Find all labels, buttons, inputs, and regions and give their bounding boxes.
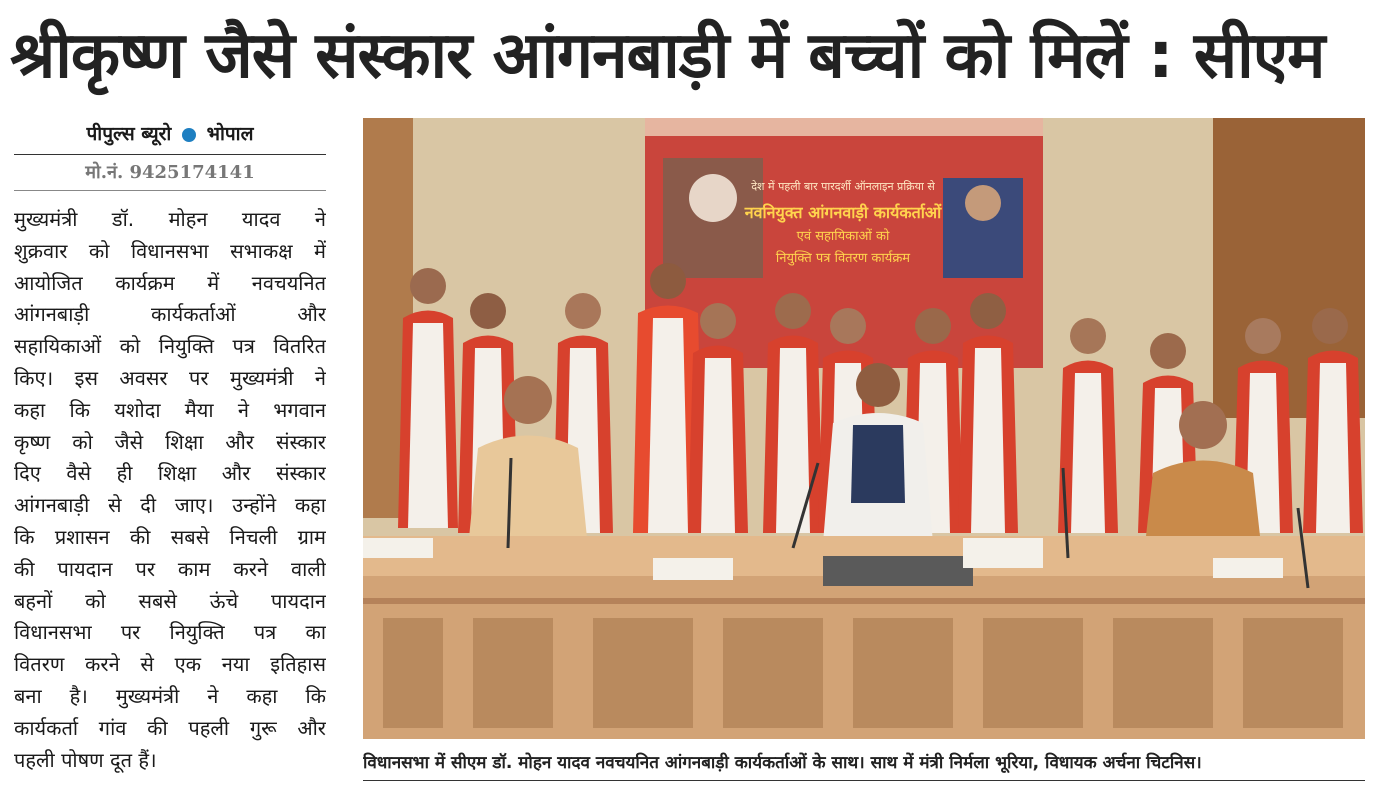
banner-line-3: एवं सहायिकाओं को (796, 229, 890, 244)
article-body-line: दिए वैसे ही शिक्षा और संस्कार (14, 461, 326, 486)
bullet-dot-icon (182, 128, 196, 142)
city-name: भोपाल (206, 123, 254, 145)
news-photo (363, 118, 1365, 739)
contact-number: मो.नं. 9425174141 (14, 158, 326, 191)
article-body (14, 204, 326, 794)
name-plate (963, 538, 1043, 568)
name-plate (363, 538, 433, 558)
article-body-line: आंगनबाड़ी से दी जाए। उन्होंने कहा (14, 493, 326, 518)
article-body-line: कार्यकर्ता गांव की पहली गुरू और (14, 715, 326, 740)
article-body-line: किए। इस अवसर पर मुख्यमंत्री ने (14, 365, 326, 390)
byline (14, 118, 326, 155)
article-body-line: पहली पोषण दूत हैं। (14, 747, 157, 772)
article-body-line: कहा कि यशोदा मैया ने भगवान (14, 397, 326, 422)
portrait-left-face (689, 174, 737, 222)
laptop (823, 556, 973, 586)
banner-line-1: देश में पहली बार पारदर्शी ऑनलाइन प्रक्रिया से (751, 180, 935, 193)
article-body-line: विधानसभा पर नियुक्ति पत्र का (14, 620, 326, 645)
banner-line-4: नियुक्ति पत्र वितरण कार्यक्रम (775, 251, 911, 266)
bureau-name: पीपुल्स ब्यूरो (86, 123, 172, 145)
name-plate (1213, 558, 1283, 578)
article-body-line: आंगनबाड़ी कार्यकर्ताओं और (14, 302, 326, 327)
article-body-line: कृष्ण को जैसे शिक्षा और संस्कार (14, 429, 326, 454)
photo-illustration (363, 118, 1365, 739)
article-body-line: वितरण करने से एक नया इतिहास (14, 652, 326, 677)
table-panels (383, 618, 1343, 728)
article-body-line: शुक्रवार को विधानसभा सभाकक्ष में (14, 238, 326, 263)
article-body-line: सहायिकाओं को नियुक्ति पत्र वितरित (14, 334, 326, 359)
portrait-right-face (965, 185, 1001, 221)
name-plate (653, 558, 733, 580)
photo-caption: विधानसभा में सीएम डॉ. मोहन यादव नवचयनित आंगनबाड़ी कार्यकर्ताओं के साथ। साथ में मंत्री निर्मला भूरिया, विधायक अर्चना चिटनिस। (363, 748, 1365, 781)
article-body-line: बहनों को सबसे ऊंचे पायदान (14, 588, 326, 613)
banner-top-strip (645, 118, 1043, 136)
article-body-line: आयोजित कार्यक्रम में नवचयनित (14, 270, 326, 295)
banner-line-2: नवनियुक्त आंगनवाड़ी कार्यकर्ताओं (744, 203, 942, 222)
table-edge (363, 598, 1365, 604)
article-body-line: मुख्यमंत्री डॉ. मोहन यादव ने (14, 207, 326, 231)
article-body-line: कि प्रशासन की सबसे निचली ग्राम (14, 524, 326, 549)
headline: श्रीकृष्ण जैसे संस्कार आंगनबाड़ी में बच्चों को मिलें : सीएम (10, 19, 1325, 93)
article-body-line: बना है। मुख्यमंत्री ने कहा कि (14, 683, 326, 708)
article-body-line: की पायदान पर काम करने वाली (14, 556, 326, 581)
